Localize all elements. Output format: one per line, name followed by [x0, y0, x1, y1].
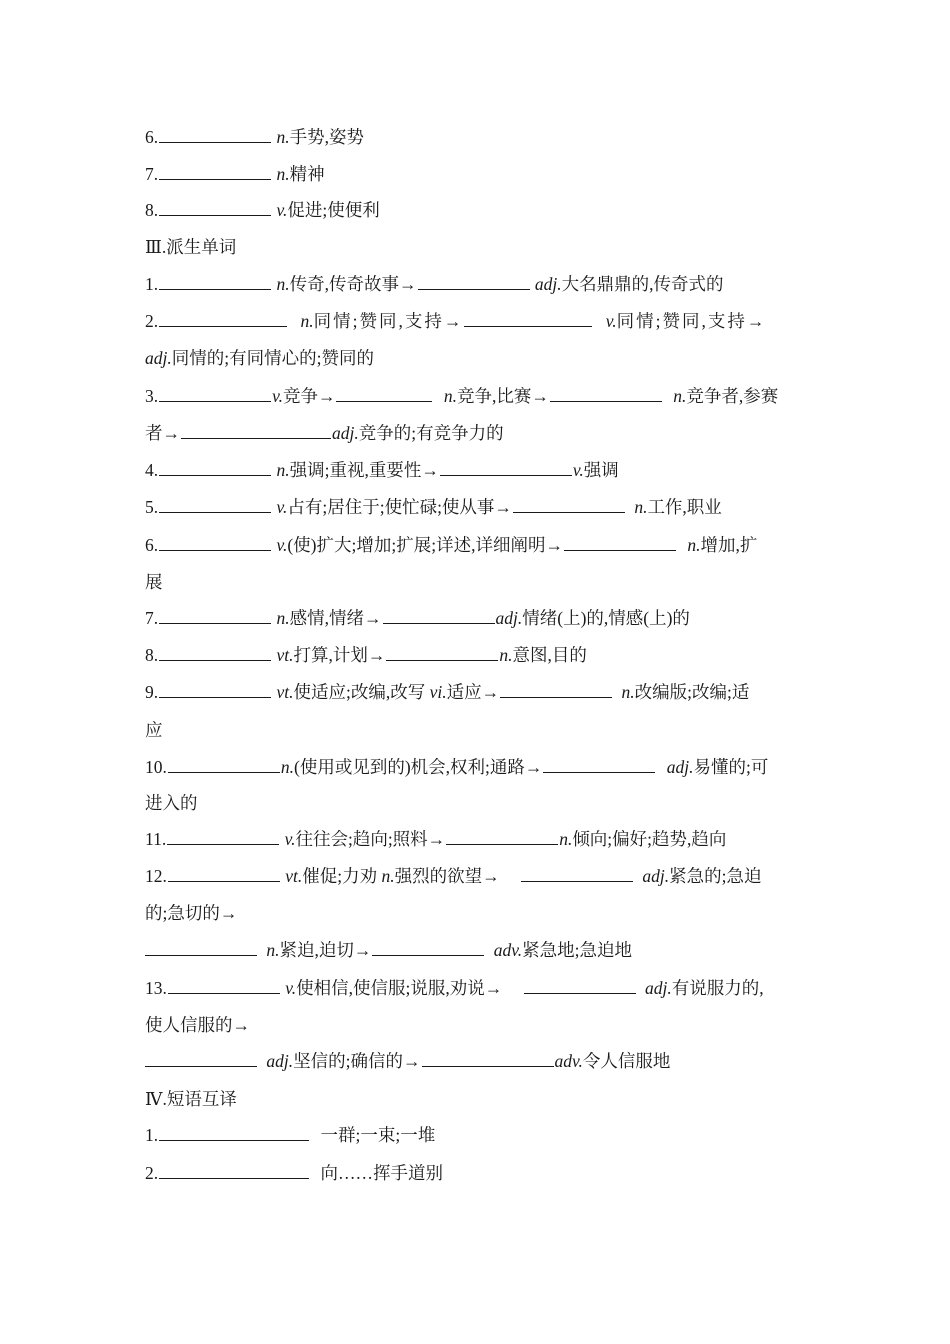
answer-blank[interactable] — [167, 826, 279, 845]
derivation-item — [145, 532, 810, 558]
item-number: 1. — [145, 274, 159, 294]
item-number: 2. — [145, 1163, 159, 1183]
meaning: 精神 — [289, 164, 325, 184]
meaning: 传奇,传奇故事→ — [289, 274, 417, 294]
derivation-item — [145, 754, 810, 780]
derivation-item-cont — [145, 420, 810, 446]
meaning: 占有;居住于;使忙碌;使从事→ — [287, 497, 512, 517]
section-heading: Ⅲ.派生单词 — [145, 237, 237, 257]
meaning: 手势,姿势 — [289, 127, 364, 147]
answer-blank[interactable] — [159, 532, 271, 551]
part-of-speech: n. — [559, 829, 573, 849]
meaning: (使)扩大;增加;扩展;详述,详细阐明→ — [287, 535, 563, 555]
part-of-speech: n. — [381, 866, 395, 886]
part-of-speech: n. — [443, 386, 457, 406]
meaning: 竞争者,参赛 — [686, 386, 779, 406]
meaning: 向……挥手道别 — [320, 1163, 443, 1183]
meaning: 使相信,使信服;说服,劝说→ — [296, 978, 503, 998]
derivation-item — [145, 975, 810, 1001]
derivation-item — [145, 642, 810, 668]
part-of-speech: adj. — [332, 423, 359, 443]
derivation-item-cont — [145, 569, 810, 595]
meaning: 紧急的;急迫 — [669, 866, 762, 886]
answer-blank[interactable] — [550, 383, 662, 402]
meaning: 竞争的;有竞争力的 — [358, 423, 504, 443]
part-of-speech: n. — [673, 386, 687, 406]
meaning: 往往会;趋向;照料→ — [295, 829, 446, 849]
item-number: 1. — [145, 1125, 159, 1145]
item-number: 10. — [145, 757, 167, 777]
answer-blank[interactable] — [159, 1122, 309, 1141]
meaning: 感情,情绪→ — [289, 608, 382, 628]
answer-blank[interactable] — [386, 642, 498, 661]
vocab-item — [145, 124, 810, 150]
meaning: 使人信服的→ — [145, 1015, 250, 1035]
part-of-speech: vt. — [285, 866, 303, 886]
derivation-item — [145, 605, 810, 631]
meaning: 紧迫,迫切→ — [279, 940, 372, 960]
meaning: 易懂的;可 — [693, 757, 769, 777]
derivation-item — [145, 383, 810, 409]
meaning: 紧急地;急迫地 — [522, 940, 632, 960]
answer-blank[interactable] — [513, 494, 625, 513]
part-of-speech: vi. — [429, 682, 447, 702]
meaning: 倾向;偏好;趋势,趋向 — [572, 829, 727, 849]
meaning: 的;急切的→ — [145, 903, 238, 923]
item-number: 2. — [145, 311, 159, 331]
part-of-speech: adj. — [666, 757, 694, 777]
answer-blank[interactable] — [383, 605, 495, 624]
part-of-speech: n. — [280, 757, 294, 777]
meaning: 强调;重视,重要性→ — [289, 460, 439, 480]
meaning: 坚信的;确信的→ — [293, 1051, 421, 1071]
meaning: 大名鼎鼎的,传奇式的 — [561, 274, 724, 294]
answer-blank[interactable] — [159, 642, 271, 661]
meaning: 改编版;改编;适 — [634, 682, 750, 702]
derivation-item-cont — [145, 937, 810, 963]
meaning: 进入的 — [145, 793, 198, 813]
part-of-speech: vt. — [276, 645, 294, 665]
answer-blank[interactable] — [418, 271, 530, 290]
derivation-item-cont — [145, 900, 810, 926]
meaning: 打算,计划→ — [293, 645, 386, 665]
item-number: 7. — [145, 164, 159, 184]
answer-blank[interactable] — [145, 1048, 257, 1067]
item-number: 11. — [145, 829, 167, 849]
meaning: 有说服力的, — [671, 978, 764, 998]
derivation-item-cont — [145, 717, 810, 743]
derivation-item — [145, 308, 810, 334]
part-of-speech: adj. — [534, 274, 562, 294]
meaning: (使用或见到的)机会,权利;通路→ — [294, 757, 543, 777]
item-number: 7. — [145, 608, 159, 628]
meaning: 适应→ — [446, 682, 500, 702]
part-of-speech: v. — [276, 200, 288, 220]
part-of-speech: n. — [276, 608, 290, 628]
item-number: 6. — [145, 535, 159, 555]
item-number: 13. — [145, 978, 167, 998]
answer-blank[interactable] — [422, 1048, 554, 1067]
part-of-speech: v. — [276, 497, 288, 517]
part-of-speech: n. — [634, 497, 648, 517]
answer-blank[interactable] — [159, 383, 271, 402]
answer-blank[interactable] — [464, 308, 592, 327]
meaning: 意图,目的 — [512, 645, 587, 665]
phrase-item — [145, 1122, 810, 1148]
answer-blank[interactable] — [159, 457, 271, 476]
part-of-speech: v. — [605, 311, 617, 331]
answer-blank[interactable] — [564, 532, 676, 551]
part-of-speech: adj. — [644, 978, 672, 998]
meaning: 情绪(上)的,情感(上)的 — [522, 608, 690, 628]
part-of-speech: adj. — [495, 608, 523, 628]
answer-blank[interactable] — [159, 197, 271, 216]
meaning: 同情的;有同情心的;赞同的 — [171, 348, 374, 368]
part-of-speech: adv. — [554, 1051, 583, 1071]
meaning: 一群;一束;一堆 — [320, 1125, 436, 1145]
meaning: 使适应;改编,改写 — [293, 682, 426, 702]
answer-blank[interactable] — [159, 124, 271, 143]
part-of-speech: v. — [276, 535, 288, 555]
meaning: 应 — [145, 720, 163, 740]
meaning: 强烈的欲望→ — [394, 866, 500, 886]
part-of-speech: n. — [276, 127, 290, 147]
answer-blank[interactable] — [521, 863, 633, 882]
derivation-item — [145, 494, 810, 520]
meaning: 工作,职业 — [647, 497, 722, 517]
answer-blank[interactable] — [168, 863, 280, 882]
derivation-item — [145, 271, 810, 297]
answer-blank[interactable] — [336, 383, 432, 402]
item-number: 6. — [145, 127, 159, 147]
answer-blank[interactable] — [159, 1160, 309, 1179]
answer-blank[interactable] — [446, 826, 558, 845]
phrase-item — [145, 1160, 810, 1186]
answer-blank[interactable] — [168, 754, 280, 773]
answer-blank[interactable] — [159, 271, 271, 290]
item-number: 4. — [145, 460, 159, 480]
meaning: 促进;使便利 — [287, 200, 380, 220]
answer-blank[interactable] — [159, 679, 271, 698]
derivation-item — [145, 679, 810, 705]
part-of-speech: vt. — [276, 682, 294, 702]
part-of-speech: v. — [284, 829, 296, 849]
part-of-speech: n. — [266, 940, 280, 960]
derivation-item-cont — [145, 1012, 810, 1038]
vocab-item — [145, 197, 810, 223]
part-of-speech: adj. — [266, 1051, 294, 1071]
part-of-speech: adj. — [145, 348, 172, 368]
part-of-speech: adv. — [493, 940, 523, 960]
answer-blank[interactable] — [524, 975, 636, 994]
meaning: 令人信服地 — [582, 1051, 671, 1071]
derivation-item-cont — [145, 345, 810, 371]
item-number: 3. — [145, 386, 159, 406]
part-of-speech: v. — [572, 460, 584, 480]
answer-blank[interactable] — [440, 457, 572, 476]
answer-blank[interactable] — [159, 494, 271, 513]
answer-blank[interactable] — [159, 308, 287, 327]
meaning: 者→ — [145, 423, 180, 443]
item-number: 8. — [145, 645, 159, 665]
part-of-speech: n. — [300, 311, 314, 331]
meaning: 竞争,比赛→ — [456, 386, 549, 406]
part-of-speech: n. — [687, 535, 701, 555]
meaning: 强调 — [583, 460, 619, 480]
derivation-item-cont — [145, 1048, 810, 1074]
answer-blank[interactable] — [543, 754, 655, 773]
answer-blank[interactable] — [145, 937, 257, 956]
item-number: 12. — [145, 866, 167, 886]
part-of-speech: v. — [272, 386, 283, 406]
derivation-item — [145, 863, 810, 889]
vocab-item — [145, 161, 810, 187]
meaning: 竞争→ — [282, 386, 336, 406]
section-heading: Ⅳ.短语互译 — [145, 1089, 237, 1109]
answer-blank[interactable] — [500, 679, 612, 698]
answer-blank[interactable] — [181, 420, 331, 439]
derivation-item — [145, 826, 810, 852]
part-of-speech: adj. — [642, 866, 670, 886]
answer-blank[interactable] — [159, 605, 271, 624]
part-of-speech: n. — [276, 460, 290, 480]
answer-blank[interactable] — [159, 161, 271, 180]
derivation-item-cont — [145, 790, 810, 816]
answer-blank[interactable] — [372, 937, 484, 956]
meaning: 催促;力劝 — [302, 866, 378, 886]
item-number: 5. — [145, 497, 159, 517]
meaning: 增加,扩 — [700, 535, 758, 555]
part-of-speech: n. — [499, 645, 513, 665]
part-of-speech: n. — [276, 164, 290, 184]
derivation-item — [145, 457, 810, 483]
meaning: 同情;赞同,支持→ — [313, 311, 464, 331]
part-of-speech: n. — [276, 274, 290, 294]
meaning: 同情;赞同,支持→ — [616, 311, 767, 331]
item-number: 8. — [145, 200, 159, 220]
part-of-speech: n. — [621, 682, 635, 702]
answer-blank[interactable] — [168, 975, 280, 994]
meaning: 展 — [145, 572, 163, 592]
part-of-speech: v. — [285, 978, 297, 998]
item-number: 9. — [145, 682, 159, 702]
